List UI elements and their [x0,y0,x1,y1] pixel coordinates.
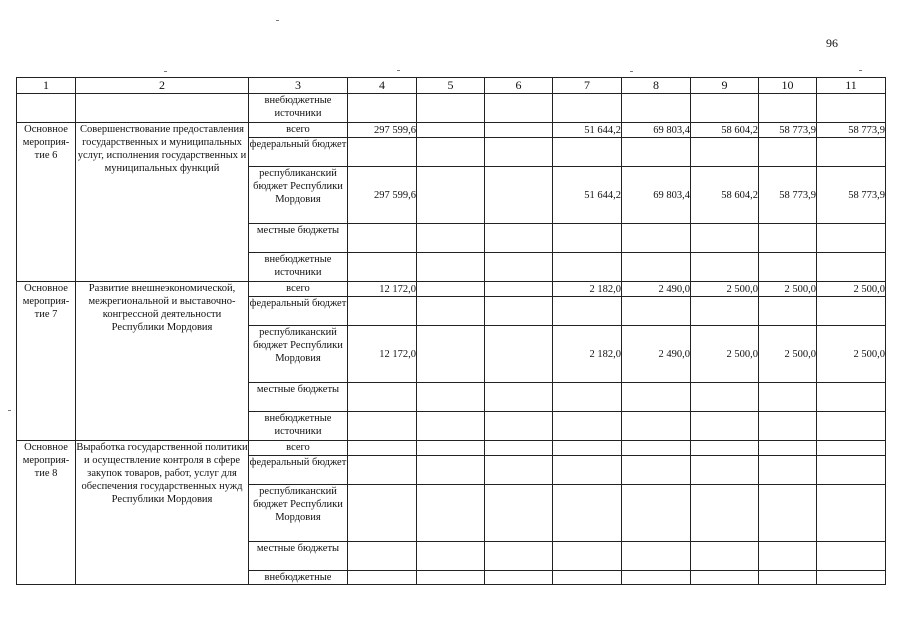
value-cell: 12 172,0 [348,326,417,383]
value-cell [485,282,553,297]
value-cell: 2 182,0 [553,282,622,297]
value-cell: 2 500,0 [691,326,759,383]
source-cell: местные бюджеты [249,542,348,571]
table-row [17,94,886,123]
value-cell: 58 773,9 [759,123,817,138]
measure-description: Выработка государственной политики и осуществление контроля в сфере закупок товаров, работ, услуг для обеспечения государственных нужд Республики Мордовия [76,441,249,585]
value-cell: 2 490,0 [622,326,691,383]
value-cell [417,282,485,297]
value-cell: 58 773,9 [759,167,817,224]
scan-mark [276,20,279,21]
scan-mark [164,71,167,72]
value-cell: 2 490,0 [622,282,691,297]
scan-mark [859,70,862,71]
value-cell: 2 500,0 [817,326,886,383]
source-cell: внебюджетные источники [249,253,348,282]
column-header: 4 [348,78,417,94]
column-header: 5 [417,78,485,94]
value-cell: 58 773,9 [817,123,886,138]
value-cell [417,123,485,138]
column-header: 6 [485,78,553,94]
column-header: 11 [817,78,886,94]
source-cell: внебюджетные источники [249,94,348,123]
value-cell [417,167,485,224]
column-header: 10 [759,78,817,94]
value-cell: 58 604,2 [691,167,759,224]
value-cell: 51 644,2 [553,167,622,224]
column-header: 8 [622,78,691,94]
source-cell: местные бюджеты [249,383,348,412]
value-cell: 2 182,0 [553,326,622,383]
measure-description: Развитие внешнеэкономической, межрегиональной и выставочно-конгрессной деятельности Республики Мордовия [76,282,249,441]
value-cell: 58 604,2 [691,123,759,138]
value-cell [417,326,485,383]
scan-mark [630,71,633,72]
value-cell: 297 599,6 [348,123,417,138]
measure-label: Основное мероприя-тие 8 [17,441,76,585]
column-header: 2 [76,78,249,94]
source-cell: всего [249,282,348,297]
value-cell: 297 599,6 [348,167,417,224]
measure-description: Совершенствование предоставления государственных и муниципальных услуг, исполнения государственных и муниципальных функций [76,123,249,282]
table-row [17,441,886,456]
source-cell: внебюджетные [249,571,348,585]
value-cell: 12 172,0 [348,282,417,297]
value-cell: 2 500,0 [691,282,759,297]
source-cell: федеральный бюджет [249,138,348,167]
value-cell: 2 500,0 [759,282,817,297]
value-cell: 2 500,0 [817,282,886,297]
table-row [17,282,886,297]
source-cell: республиканский бюджет Республики Мордовия [249,326,348,383]
source-cell: республиканский бюджет Республики Мордовия [249,485,348,542]
value-cell: 51 644,2 [553,123,622,138]
source-cell: всего [249,441,348,456]
column-header: 7 [553,78,622,94]
source-cell: республиканский бюджет Республики Мордовия [249,167,348,224]
budget-table [16,77,886,585]
source-cell: внебюджетные источники [249,412,348,441]
source-cell: всего [249,123,348,138]
value-cell: 58 773,9 [817,167,886,224]
value-cell: 69 803,4 [622,167,691,224]
scan-mark [397,70,400,71]
value-cell [485,123,553,138]
value-cell: 69 803,4 [622,123,691,138]
scan-mark [8,410,11,411]
value-cell: 2 500,0 [759,326,817,383]
source-cell: федеральный бюджет [249,456,348,485]
page-number: 96 [826,36,838,50]
column-header: 3 [249,78,348,94]
value-cell [485,167,553,224]
measure-label: Основное мероприя-тие 6 [17,123,76,282]
source-cell: местные бюджеты [249,224,348,253]
table-row [17,123,886,138]
column-header: 1 [17,78,76,94]
column-number-row [17,78,886,94]
source-cell: федеральный бюджет [249,297,348,326]
value-cell [485,326,553,383]
column-header: 9 [691,78,759,94]
measure-label: Основное мероприя-тие 7 [17,282,76,441]
